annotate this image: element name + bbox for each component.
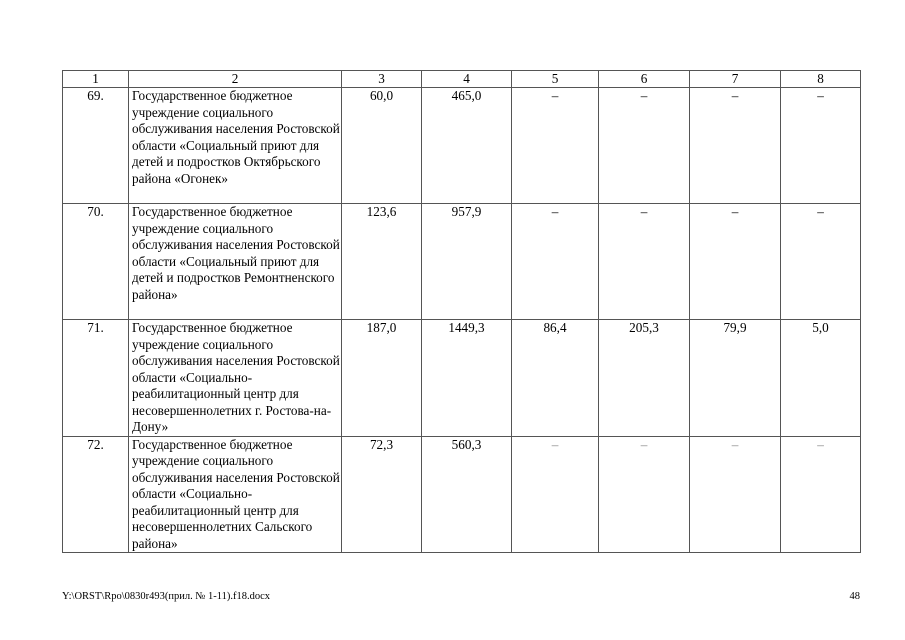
- table-row: [63, 88, 861, 204]
- cell-col7: 79,9: [690, 320, 781, 437]
- cell-col7: –: [690, 204, 781, 320]
- cell-col3: 60,0: [342, 88, 422, 204]
- institution-name: Государственное бюджетное учреждение социального обслуживания населения Ростовской области «Социальный приют для детей и подростков Октябрьского района «Огонек»: [129, 88, 342, 204]
- header-cell: 1: [63, 71, 129, 88]
- cell-col3: 123,6: [342, 204, 422, 320]
- cell-col4: 465,0: [422, 88, 512, 204]
- header-cell: 8: [781, 71, 861, 88]
- row-number: 71.: [63, 320, 129, 437]
- file-path: Y:\ORST\Rpo\0830r493(прил. № 1-11).f18.docx: [62, 591, 271, 602]
- cell-col4: 1449,3: [422, 320, 512, 437]
- table-row: [63, 436, 861, 553]
- cell-col3: 72,3: [342, 436, 422, 553]
- cell-col7: –: [690, 88, 781, 204]
- cell-col5: –: [512, 436, 599, 553]
- header-cell: 5: [512, 71, 599, 88]
- cell-col6: –: [599, 436, 690, 553]
- row-number: 69.: [63, 88, 129, 204]
- row-number: 72.: [63, 436, 129, 553]
- header-cell: 2: [129, 71, 342, 88]
- cell-col3: 187,0: [342, 320, 422, 437]
- page-number: 48: [849, 591, 860, 602]
- header-row: [63, 71, 861, 88]
- cell-col8: –: [781, 436, 861, 553]
- row-number: 70.: [63, 204, 129, 320]
- header-cell: 6: [599, 71, 690, 88]
- cell-col4: 560,3: [422, 436, 512, 553]
- cell-col5: –: [512, 88, 599, 204]
- institution-name: Государственное бюджетное учреждение социального обслуживания населения Ростовской области «Социальный приют для детей и подростков Ремонтненского района»: [129, 204, 342, 320]
- cell-col6: –: [599, 204, 690, 320]
- table-row: [63, 320, 861, 437]
- header-cell: 4: [422, 71, 512, 88]
- cell-col7: –: [690, 436, 781, 553]
- cell-col4: 957,9: [422, 204, 512, 320]
- cell-col6: –: [599, 88, 690, 204]
- header-cell: 3: [342, 71, 422, 88]
- cell-col5: –: [512, 204, 599, 320]
- cell-col8: –: [781, 88, 861, 204]
- header-cell: 7: [690, 71, 781, 88]
- table-row: [63, 204, 861, 320]
- institution-name: Государственное бюджетное учреждение социального обслуживания населения Ростовской области «Социально-реабилитационный центр для несовершеннолетних г. Ростова-на-Дону»: [129, 320, 342, 437]
- data-table: [62, 70, 861, 553]
- cell-col8: 5,0: [781, 320, 861, 437]
- cell-col5: 86,4: [512, 320, 599, 437]
- cell-col6: 205,3: [599, 320, 690, 437]
- institution-name: Государственное бюджетное учреждение социального обслуживания населения Ростовской области «Социально-реабилитационный центр для несовершеннолетних Сальского района»: [129, 436, 342, 553]
- cell-col8: –: [781, 204, 861, 320]
